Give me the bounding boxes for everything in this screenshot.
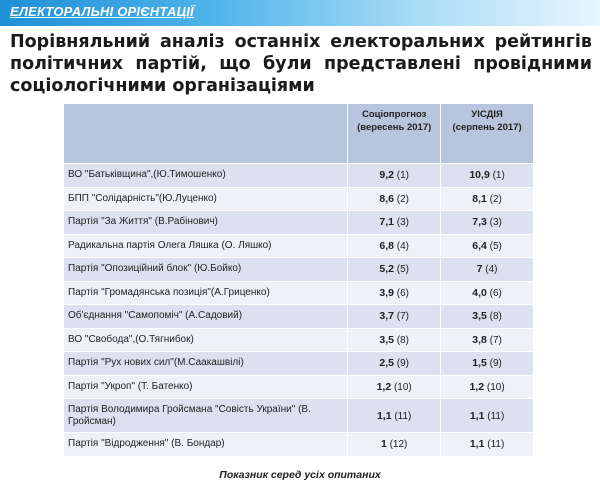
rating-cell-uisdiya [441, 305, 534, 329]
rating-cell-socioprognoz [348, 352, 441, 376]
party-name-cell: Партія "Відродження" (В. Бондар) [64, 433, 348, 457]
rating-cell-uisdiya [441, 211, 534, 235]
table-header-row [64, 104, 534, 164]
party-name-cell: ВО "Батьківщина",(Ю.Тимошенко) [64, 164, 348, 188]
rating-rank: (2) [396, 193, 409, 205]
rating-value: 3,9 [379, 286, 394, 299]
party-name-cell: Об'єднання "Самопоміч" (А.Садовий) [64, 305, 348, 329]
table-row [64, 187, 534, 211]
table-row [64, 234, 534, 258]
rating-value: 1,1 [469, 438, 485, 451]
rating-value: 2,5 [379, 357, 394, 370]
rating-cell-socioprognoz [348, 281, 441, 305]
column-header-name: Соціопрогноз [361, 109, 427, 120]
rating-rank: (8) [396, 334, 409, 346]
rating-cell-socioprognoz [348, 433, 441, 457]
rating-value: 3,5 [379, 333, 394, 346]
column-header-uisdiya [441, 104, 534, 164]
rating-cell-socioprognoz [348, 211, 441, 235]
rating-cell-uisdiya [441, 433, 534, 457]
rating-value: 6,4 [472, 239, 487, 252]
rating-rank: (11) [487, 439, 505, 451]
footnote: Показник серед усіх опитаних [219, 469, 381, 481]
rating-value: 1 [380, 438, 387, 451]
party-name-cell: Партія Володимира Гройсмана "Совість України" (В. Гройсман) [64, 399, 348, 433]
table-row [64, 433, 534, 457]
table-row [64, 211, 534, 235]
rating-rank: (7) [396, 311, 409, 323]
rating-rank: (4) [485, 264, 498, 276]
table-row [64, 164, 534, 188]
party-name-cell: БПП "Солідарність"(Ю.Луценко) [64, 187, 348, 211]
rating-cell-uisdiya [441, 328, 534, 352]
rating-value: 1,2 [469, 380, 485, 393]
column-header-period: (серпень 2017) [452, 122, 522, 133]
table-row [64, 258, 534, 282]
table-row [64, 281, 534, 305]
table-row [64, 375, 534, 399]
rating-value: 10,9 [469, 169, 490, 182]
table-row [64, 352, 534, 376]
party-name-cell: Партія "За Життя" (В.Рабінович) [64, 211, 348, 235]
party-name-cell: Партія "Громадянська позиція"(А.Гриценко) [64, 281, 348, 305]
rating-rank: (4) [396, 240, 409, 252]
rating-value: 7,1 [379, 216, 394, 229]
table-row [64, 328, 534, 352]
table-row [64, 399, 534, 433]
table-row [64, 305, 534, 329]
party-name-cell: Радикальна партія Олега Ляшка (О. Ляшко) [64, 234, 348, 258]
rating-rank: (5) [396, 264, 409, 276]
rating-cell-uisdiya [441, 352, 534, 376]
rating-value: 3,7 [379, 310, 394, 323]
rating-rank: (1) [492, 170, 505, 182]
rating-value: 1,1 [376, 409, 392, 422]
rating-cell-uisdiya [441, 399, 534, 433]
rating-value: 3,8 [472, 333, 487, 346]
rating-value: 7,3 [472, 216, 487, 229]
rating-value: 1,2 [376, 380, 392, 393]
rating-cell-socioprognoz [348, 399, 441, 433]
rating-rank: (11) [487, 410, 505, 422]
rating-cell-uisdiya [441, 375, 534, 399]
rating-rank: (9) [396, 358, 409, 370]
rating-value: 1,1 [469, 409, 485, 422]
rating-cell-uisdiya [441, 234, 534, 258]
rating-cell-socioprognoz [348, 258, 441, 282]
party-name-cell: Партія "Опозиційний блок" (Ю.Бойко) [64, 258, 348, 282]
rating-rank: (2) [489, 193, 502, 205]
header-banner [0, 0, 600, 26]
rating-cell-socioprognoz [348, 305, 441, 329]
rating-value: 9,2 [379, 169, 394, 182]
rating-cell-uisdiya [441, 187, 534, 211]
rating-cell-socioprognoz [348, 375, 441, 399]
rating-value: 3,5 [472, 310, 487, 323]
rating-cell-socioprognoz [348, 328, 441, 352]
table-body [64, 164, 534, 457]
rating-value: 4,0 [472, 286, 487, 299]
rating-rank: (11) [394, 410, 412, 422]
column-header-name: УІСДІЯ [471, 109, 503, 120]
rating-rank: (12) [389, 439, 408, 451]
banner-title: ЕЛЕКТОРАЛЬНІ ОРІЄНТАЦІЇ [10, 4, 194, 19]
column-header-period: (вересень 2017) [357, 122, 432, 133]
rating-cell-socioprognoz [348, 234, 441, 258]
rating-value: 8,1 [472, 192, 487, 205]
ratings-table [63, 103, 534, 457]
rating-cell-socioprognoz [348, 187, 441, 211]
rating-cell-uisdiya [441, 281, 534, 305]
rating-value: 8,6 [379, 192, 394, 205]
party-name-cell: ВО "Свобода",(О.Тягнибок) [64, 328, 348, 352]
party-column-header [64, 104, 348, 164]
rating-value: 6,8 [379, 239, 394, 252]
page-heading: Порівняльний аналіз останніх електоральних рейтингів політичних партій, що були представлені провідними соціологічними організаціями [10, 32, 592, 96]
rating-cell-uisdiya [441, 164, 534, 188]
rating-rank: (6) [489, 287, 502, 299]
rating-rank: (7) [489, 334, 502, 346]
rating-rank: (6) [396, 287, 409, 299]
rating-rank: (5) [489, 240, 502, 252]
rating-cell-uisdiya [441, 258, 534, 282]
rating-rank: (10) [486, 381, 505, 393]
rating-value: 5,2 [379, 263, 394, 276]
rating-rank: (3) [489, 217, 502, 229]
party-name-cell: Партія "Рух нових сил"(М.Саакашвілі) [64, 352, 348, 376]
party-name-cell: Партія "Укроп" (Т. Батенко) [64, 375, 348, 399]
rating-rank: (8) [489, 311, 502, 323]
rating-rank: (10) [393, 381, 412, 393]
rating-cell-socioprognoz [348, 164, 441, 188]
rating-value: 1,5 [472, 357, 487, 370]
rating-value: 7 [476, 263, 483, 276]
rating-rank: (9) [489, 358, 502, 370]
column-header-socioprognoz [348, 104, 441, 164]
rating-rank: (3) [396, 217, 409, 229]
rating-rank: (1) [396, 170, 409, 182]
